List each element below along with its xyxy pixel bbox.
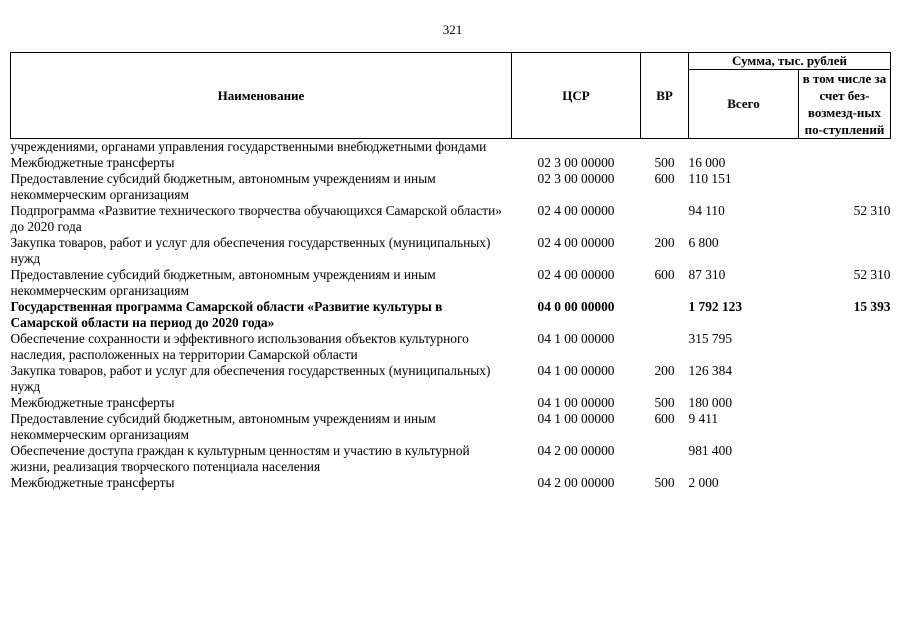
row-vr: 600	[654, 411, 675, 426]
row-csr: 02 4 00 00000	[537, 267, 615, 282]
page-number: 321	[442, 22, 463, 37]
row-vr	[641, 139, 689, 156]
row-name: Межбюджетные трансферты	[10, 475, 175, 490]
row-csr: 04 0 00 00000	[537, 299, 615, 314]
row-free	[799, 155, 891, 171]
row-name: Межбюджетные трансферты	[10, 395, 175, 410]
row-name: Государственная программа Самарской области «Развитие культуры в Самарской области на период до 2020 года»	[10, 299, 443, 330]
row-total: 16 000	[688, 155, 726, 170]
table-row	[11, 299, 891, 331]
row-name: учреждениями, органами управления государственными внебюджетными фондами	[10, 139, 487, 154]
row-csr: 02 4 00 00000	[537, 203, 615, 218]
row-vr: 600	[654, 267, 675, 282]
row-name: Закупка товаров, работ и услуг для обеспечения государственных (муниципальных) нужд	[10, 363, 491, 394]
row-vr: 500	[654, 155, 675, 170]
row-vr: 600	[654, 171, 675, 186]
row-total	[689, 139, 799, 156]
row-free	[799, 395, 891, 411]
row-name: Обеспечение доступа граждан к культурным ценностям и участию в культурной жизни, реализация творческого потенциала населения	[10, 443, 470, 474]
header-total: Всего	[689, 70, 799, 139]
row-free: 52 310	[853, 203, 891, 218]
row-csr	[512, 139, 641, 156]
row-total: 110 151	[688, 171, 732, 186]
row-csr: 04 1 00 00000	[537, 363, 615, 378]
row-csr: 04 1 00 00000	[537, 411, 615, 426]
row-vr	[641, 331, 689, 363]
row-csr: 02 4 00 00000	[537, 235, 615, 250]
row-free	[799, 171, 891, 203]
row-free	[799, 235, 891, 267]
budget-table	[10, 52, 891, 491]
header-vr: ВР	[641, 53, 689, 139]
header-csr: ЦСР	[512, 53, 641, 139]
row-vr	[641, 203, 689, 235]
header-name: Наименование	[11, 53, 512, 139]
table-row	[11, 139, 891, 156]
row-vr: 500	[654, 395, 675, 410]
header-including-free: в том числе за счет без-возмезд-ных по-ступлений	[799, 70, 891, 139]
row-vr	[641, 299, 689, 331]
row-vr: 500	[654, 475, 675, 490]
row-vr: 200	[654, 363, 675, 378]
row-total: 9 411	[688, 411, 719, 426]
table-row	[11, 395, 891, 411]
table-row	[11, 267, 891, 299]
row-csr: 04 2 00 00000	[537, 475, 615, 490]
row-free	[799, 363, 891, 395]
table-body	[11, 139, 891, 492]
row-csr: 02 3 00 00000	[537, 155, 615, 170]
row-total: 2 000	[688, 475, 719, 490]
row-total: 87 310	[688, 267, 726, 282]
row-free	[799, 411, 891, 443]
row-name: Обеспечение сохранности и эффективного использования объектов культурного наследия, расположенных на территории Самарской области	[10, 331, 469, 362]
row-total: 1 792 123	[688, 299, 743, 314]
table-row	[11, 203, 891, 235]
table-row	[11, 235, 891, 267]
header-sum: Сумма, тыс. рублей	[689, 53, 891, 70]
row-free	[799, 139, 891, 156]
row-csr: 04 1 00 00000	[537, 331, 615, 346]
row-total: 6 800	[688, 235, 719, 250]
row-name: Межбюджетные трансферты	[10, 155, 175, 170]
row-vr: 200	[654, 235, 675, 250]
row-total: 315 795	[688, 331, 733, 346]
row-csr: 04 1 00 00000	[537, 395, 615, 410]
row-total: 180 000	[688, 395, 733, 410]
row-name: Закупка товаров, работ и услуг для обеспечения государственных (муниципальных) нужд	[10, 235, 491, 266]
row-free: 15 393	[853, 299, 891, 314]
row-name: Предоставление субсидий бюджетным, автономным учреждениям и иным некоммерческим организациям	[10, 267, 436, 298]
table-row	[11, 443, 891, 475]
table-row	[11, 411, 891, 443]
row-total: 94 110	[688, 203, 725, 218]
row-free	[799, 331, 891, 363]
row-csr: 04 2 00 00000	[537, 443, 615, 458]
row-free	[799, 443, 891, 475]
table-header	[11, 53, 891, 139]
table-row	[11, 331, 891, 363]
row-vr	[641, 443, 689, 475]
row-name: Предоставление субсидий бюджетным, автономным учреждениям и иным некоммерческим организациям	[10, 411, 436, 442]
table-row	[11, 171, 891, 203]
table-row	[11, 363, 891, 395]
row-name: Предоставление субсидий бюджетным, автономным учреждениям и иным некоммерческим организациям	[10, 171, 436, 202]
row-csr: 02 3 00 00000	[537, 171, 615, 186]
row-total: 126 384	[688, 363, 733, 378]
row-free: 52 310	[853, 267, 891, 282]
row-total: 981 400	[688, 443, 733, 458]
table-row	[11, 155, 891, 171]
row-name: Подпрограмма «Развитие технического творчества обучающихся Самарской области» до 2020 года	[10, 203, 502, 234]
table-row	[11, 475, 891, 491]
row-free	[799, 475, 891, 491]
